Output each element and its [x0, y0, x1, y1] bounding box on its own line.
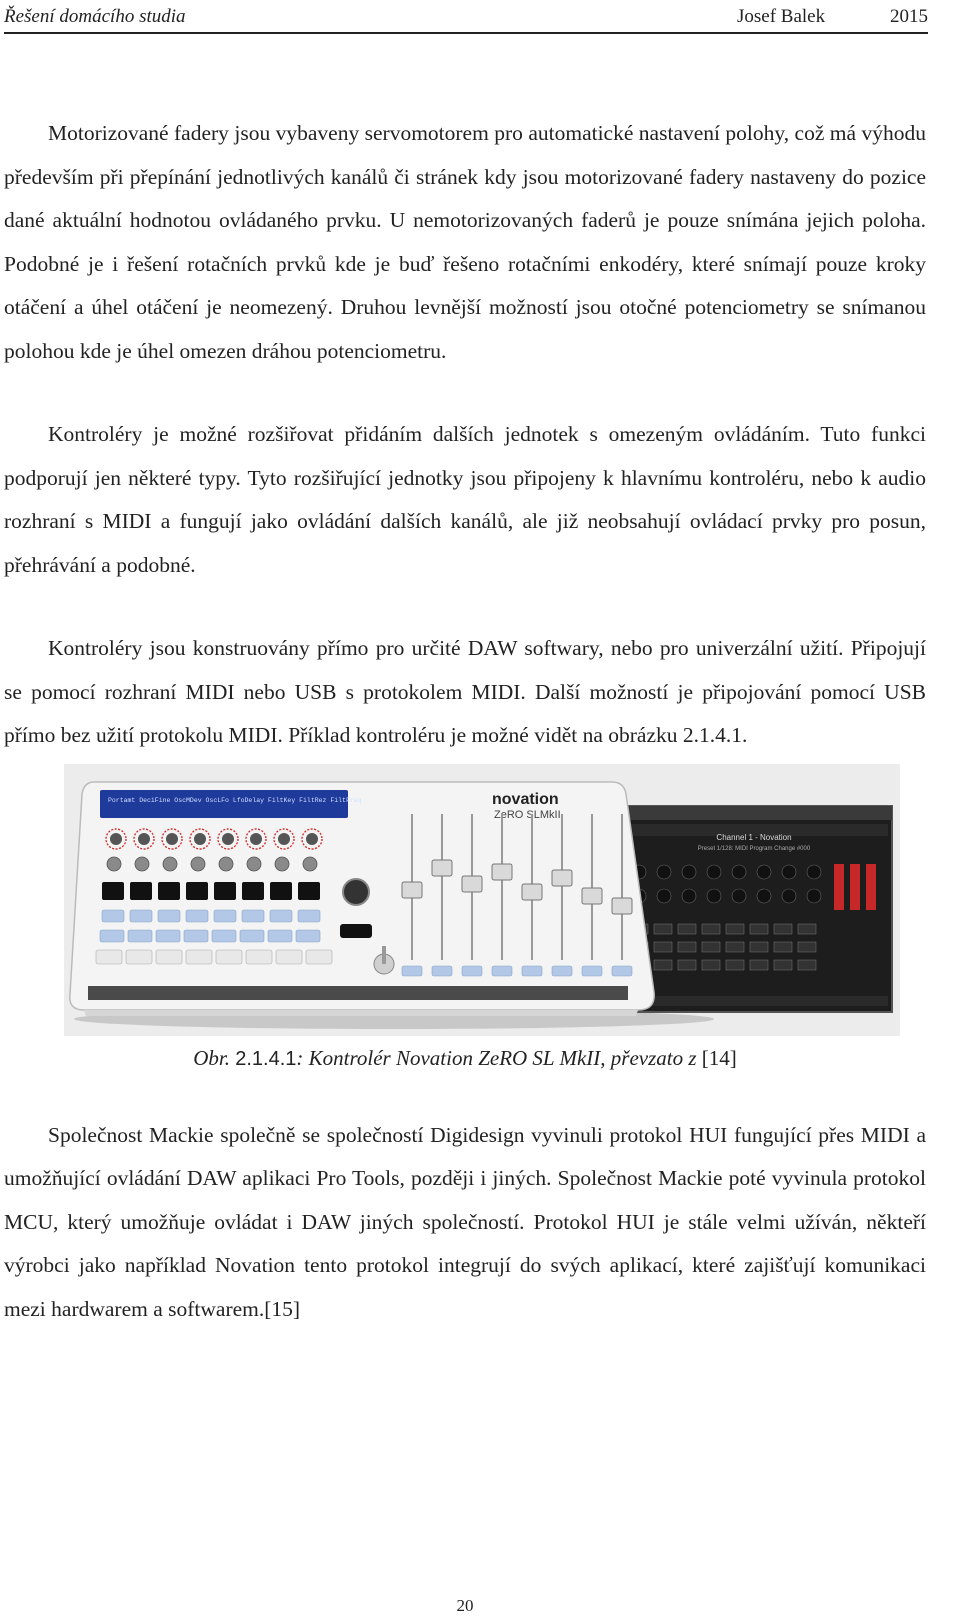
paragraph-hui-protocol: Společnost Mackie společně se společností Digidesign vyvinuli protokol HUI fungující přes MIDI a umožňující ovládání DAW aplikaci Pro Tools, později i jiných. Společnost Mackie poté vyvinula protokol MCU, který umožňuje ovládat i DAW jiných společností. Protokol HUI je stále velmi užíván, někteří výrobci jako například Novation tento protokol integrují do svých aplikací, které zajišťují komunikaci mezi hardwarem a softwarem.[15] [4, 1122, 926, 1321]
lcd-display: Portamt DeciFine OscMDev OscLFo LfoDelay FiltKey FiltRez FiltFreq [108, 796, 362, 804]
paragraph-faders: Motorizované fadery jsou vybaveny servomotorem pro automatické nastavení polohy, což má výhodu především při přepínání jednotlivých kanálů či stránek kdy jsou motorizované fadery nastaveny do pozice dané aktuální hodnotou ovládaného prvku. U nemotorizovaných faderů je pouze snímána jejich poloha. Podobné je i řešení rotačních prvků kde je buď řešeno rotačními enkodéry, které snímají pouze kroky otáčení a úhel otáčení je neomezený. Druhou levnější možností jsou otočné potenciometry se snímanou polohou kde je úhel omezen dráhou potenciometru. [4, 121, 926, 363]
software-screen [616, 806, 892, 1012]
screen-title: Channel 1 - Novation [716, 832, 792, 842]
page-header [4, 4, 928, 34]
header-title: Řešení domácího studia [4, 6, 186, 27]
brand-logo: novation [492, 790, 559, 808]
page-body [4, 112, 926, 1331]
paragraph-expansion: Kontroléry je možné rozšiřovat přidáním dalších jednotek s omezeným ovládáním. Tuto funkci podporují jen některé typy. Tyto rozšiřující jednotky jsou připojeny k hlavnímu kontroléru, nebo k audio rozhraní s MIDI a fungují jako ovládání dalších kanálů, ale již neobsahují ovládací prvky pro posun, přehrávání a podobné. [4, 422, 926, 577]
caption-lead: Obr. [193, 1045, 236, 1070]
header-author: Josef Balek [737, 6, 826, 27]
figure-caption [4, 1040, 926, 1076]
model-name: ZeRO SLMkII [494, 808, 561, 821]
figure-controller-image [64, 764, 900, 1036]
controller-body [70, 782, 654, 1016]
header-year: 2015 [890, 6, 928, 27]
caption-number: 2.1.4.1 [235, 1047, 297, 1070]
page-number: 20 [456, 1596, 474, 1615]
caption-description: : Kontrolér Novation ZeRO SL MkII, převzato z [296, 1045, 697, 1070]
screen-subtitle: Preset 1/128: MIDI Program Change #000 [697, 845, 811, 852]
caption-reference: [14] [696, 1045, 737, 1070]
paragraph-daw: Kontroléry jsou konstruovány přímo pro určité DAW softwary, nebo pro univerzální užití. Připojují se pomocí rozhraní MIDI nebo USB s protokolem MIDI. Další možností je připojování pomocí USB přímo bez užití protokolu MIDI. Příklad kontroléru je možné vidět na obrázku 2.1.4.1. [4, 636, 926, 747]
controller-illustration [64, 764, 900, 1036]
